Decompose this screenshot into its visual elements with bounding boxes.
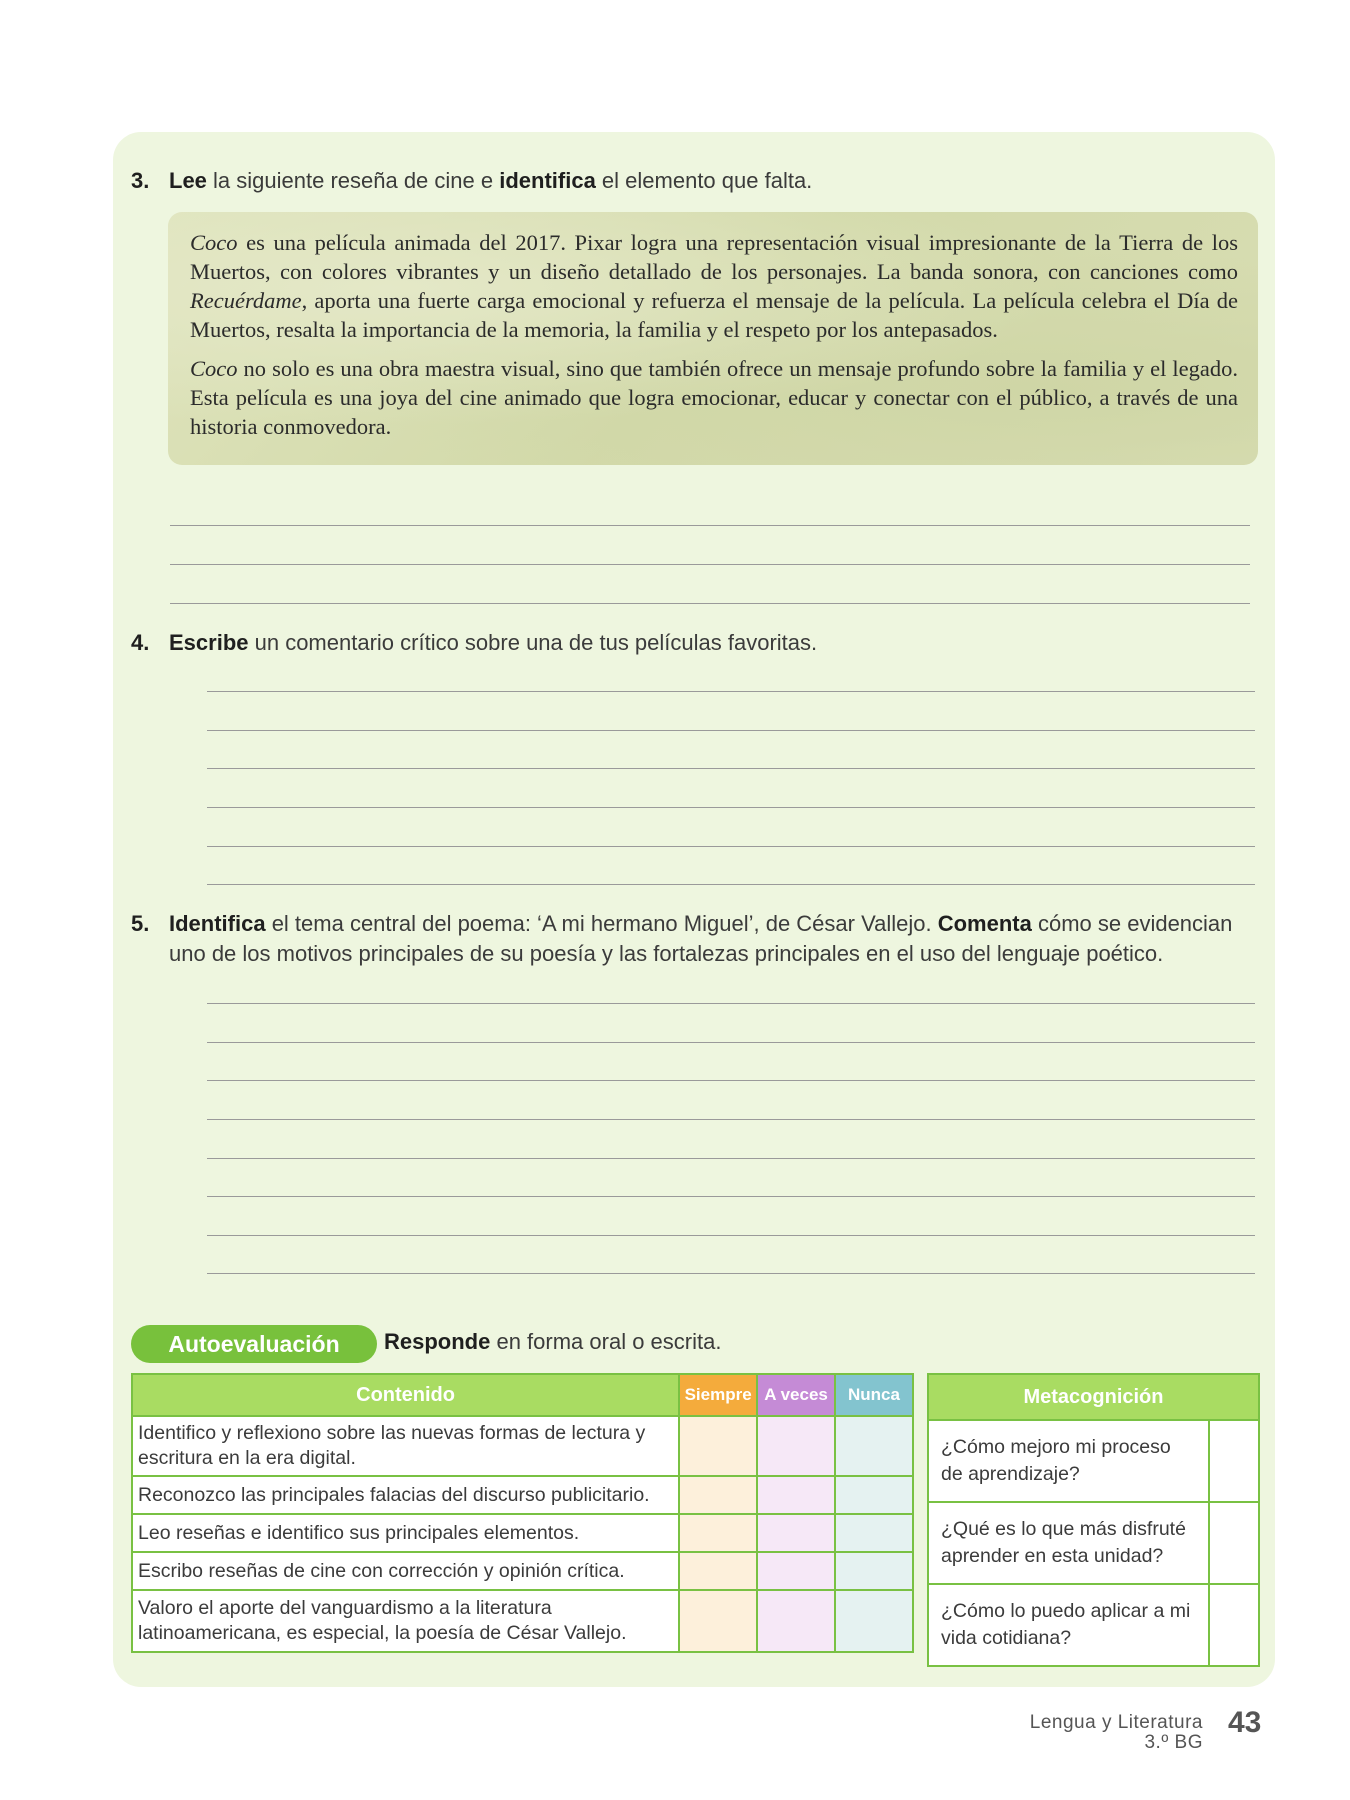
- table-row: [132, 1416, 913, 1476]
- header-siempre: Siempre: [679, 1374, 757, 1416]
- table-row: [928, 1502, 1259, 1584]
- question-verb: Identifica: [169, 911, 266, 936]
- content-cell: Identifico y reflexiono sobre las nuevas formas de lectura y escritura en la era digital.: [132, 1416, 679, 1476]
- nunca-cell[interactable]: [835, 1416, 913, 1476]
- nunca-cell[interactable]: [835, 1590, 913, 1652]
- review-paragraph: [190, 228, 1238, 344]
- question-number: 3.: [131, 168, 150, 193]
- footer-info: [1030, 1713, 1203, 1753]
- content-cell: Valoro el aporte del vanguardismo a la literatura latinoamericana, es especial, la poesía de César Vallejo.: [132, 1590, 679, 1652]
- siempre-cell[interactable]: [679, 1590, 757, 1652]
- answer-line[interactable]: [207, 846, 1255, 847]
- footer-grade: 3.º BG: [1144, 1732, 1203, 1753]
- nunca-cell[interactable]: [835, 1476, 913, 1514]
- question-text: la siguiente reseña de cine e: [206, 168, 500, 193]
- a-veces-cell[interactable]: [757, 1514, 835, 1552]
- metacognition-question: ¿Cómo lo puedo aplicar a mi vida cotidiana?: [928, 1584, 1209, 1666]
- siempre-cell[interactable]: [679, 1416, 757, 1476]
- table-row: [132, 1590, 913, 1652]
- answer-line[interactable]: [207, 1080, 1255, 1081]
- answer-box[interactable]: [1209, 1502, 1259, 1584]
- content-evaluation-table: [131, 1373, 914, 1653]
- instruction-text: en forma oral o escrita.: [490, 1329, 722, 1354]
- question-text: el elemento que falta.: [595, 168, 813, 193]
- question-verb: Comenta: [937, 911, 1032, 936]
- siempre-cell[interactable]: [679, 1514, 757, 1552]
- answer-line[interactable]: [207, 1196, 1255, 1197]
- question-verb: Escribe: [169, 630, 249, 655]
- answer-line[interactable]: [207, 1235, 1255, 1236]
- question-number: 4.: [131, 630, 150, 655]
- table-row: [928, 1584, 1259, 1666]
- question-text: cómo se evidencian uno de los motivos principales de su poesía y las fortalezas principales en el uso del lenguaje poético.: [169, 911, 1233, 966]
- table-row: [132, 1476, 913, 1514]
- answer-line[interactable]: [170, 603, 1250, 604]
- table-header-row: [132, 1374, 913, 1416]
- siempre-cell[interactable]: [679, 1476, 757, 1514]
- table-row: [928, 1420, 1259, 1502]
- movie-title: Coco: [190, 356, 238, 381]
- answer-line[interactable]: [207, 884, 1255, 885]
- question-3: [131, 166, 812, 196]
- answer-line[interactable]: [207, 1003, 1255, 1004]
- answer-line[interactable]: [207, 1158, 1255, 1159]
- review-paragraph: [190, 354, 1238, 441]
- review-text: , aporta una fuerte carga emocional y refuerza el mensaje de la película. La película celebra el Día de Muertos, resalta la importancia de la memoria, la familia y el respeto por los antepasados.: [190, 288, 1238, 342]
- question-verb: Lee: [169, 168, 207, 193]
- content-cell: Leo reseñas e identifico sus principales elementos.: [132, 1514, 679, 1552]
- self-evaluation-label: Autoevaluación: [131, 1325, 377, 1363]
- answer-line[interactable]: [207, 1042, 1255, 1043]
- answer-line[interactable]: [207, 807, 1255, 808]
- song-title: Recuérdame: [190, 288, 302, 313]
- question-5: [131, 909, 1266, 969]
- header-metacognicion: Metacognición: [928, 1374, 1259, 1420]
- page-number: 43: [1228, 1706, 1262, 1739]
- review-text: es una película animada del 2017. Pixar logra una representación visual impresionante de la Tierra de los Muertos, con colores vibrantes y un diseño detallado de los personajes. La banda sonora, con canciones como: [190, 230, 1238, 284]
- movie-review-box: [168, 212, 1258, 465]
- metacognition-question: ¿Cómo mejoro mi proceso de aprendizaje?: [928, 1420, 1209, 1502]
- metacognition-question: ¿Qué es lo que más disfruté aprender en esta unidad?: [928, 1502, 1209, 1584]
- metacognition-table: [927, 1373, 1260, 1667]
- movie-title: Coco: [190, 230, 238, 255]
- self-evaluation-instruction: [384, 1329, 721, 1355]
- header-contenido: Contenido: [132, 1374, 679, 1416]
- content-cell: Reconozco las principales falacias del discurso publicitario.: [132, 1476, 679, 1514]
- answer-line[interactable]: [170, 564, 1250, 565]
- a-veces-cell[interactable]: [757, 1416, 835, 1476]
- header-a-veces: A veces: [757, 1374, 835, 1416]
- instruction-verb: Responde: [384, 1329, 491, 1354]
- answer-line[interactable]: [207, 691, 1255, 692]
- question-4: [131, 628, 817, 658]
- nunca-cell[interactable]: [835, 1552, 913, 1590]
- footer-subject: Lengua y Literatura: [1029, 1712, 1203, 1733]
- a-veces-cell[interactable]: [757, 1476, 835, 1514]
- a-veces-cell[interactable]: [757, 1590, 835, 1652]
- answer-line[interactable]: [170, 525, 1250, 526]
- answer-line[interactable]: [207, 1273, 1255, 1274]
- question-number: 5.: [131, 911, 150, 936]
- answer-box[interactable]: [1209, 1584, 1259, 1666]
- siempre-cell[interactable]: [679, 1552, 757, 1590]
- a-veces-cell[interactable]: [757, 1552, 835, 1590]
- answer-line[interactable]: [207, 1119, 1255, 1120]
- answer-box[interactable]: [1209, 1420, 1259, 1502]
- header-nunca: Nunca: [835, 1374, 913, 1416]
- answer-line[interactable]: [207, 730, 1255, 731]
- answer-line[interactable]: [207, 768, 1255, 769]
- question-verb: identifica: [499, 168, 596, 193]
- table-row: [132, 1514, 913, 1552]
- content-cell: Escribo reseñas de cine con corrección y opinión crítica.: [132, 1552, 679, 1590]
- nunca-cell[interactable]: [835, 1514, 913, 1552]
- table-header-row: [928, 1374, 1259, 1420]
- table-row: [132, 1552, 913, 1590]
- review-text: no solo es una obra maestra visual, sino que también ofrece un mensaje profundo sobre la familia y el legado. Esta película es una joya del cine animado que logra emocionar, educar y conectar con el público, a través de una historia conmovedora.: [190, 356, 1238, 439]
- question-text: un comentario crítico sobre una de tus películas favoritas.: [248, 630, 818, 655]
- question-text: el tema central del poema: ‘A mi hermano Miguel’, de César Vallejo.: [265, 911, 938, 936]
